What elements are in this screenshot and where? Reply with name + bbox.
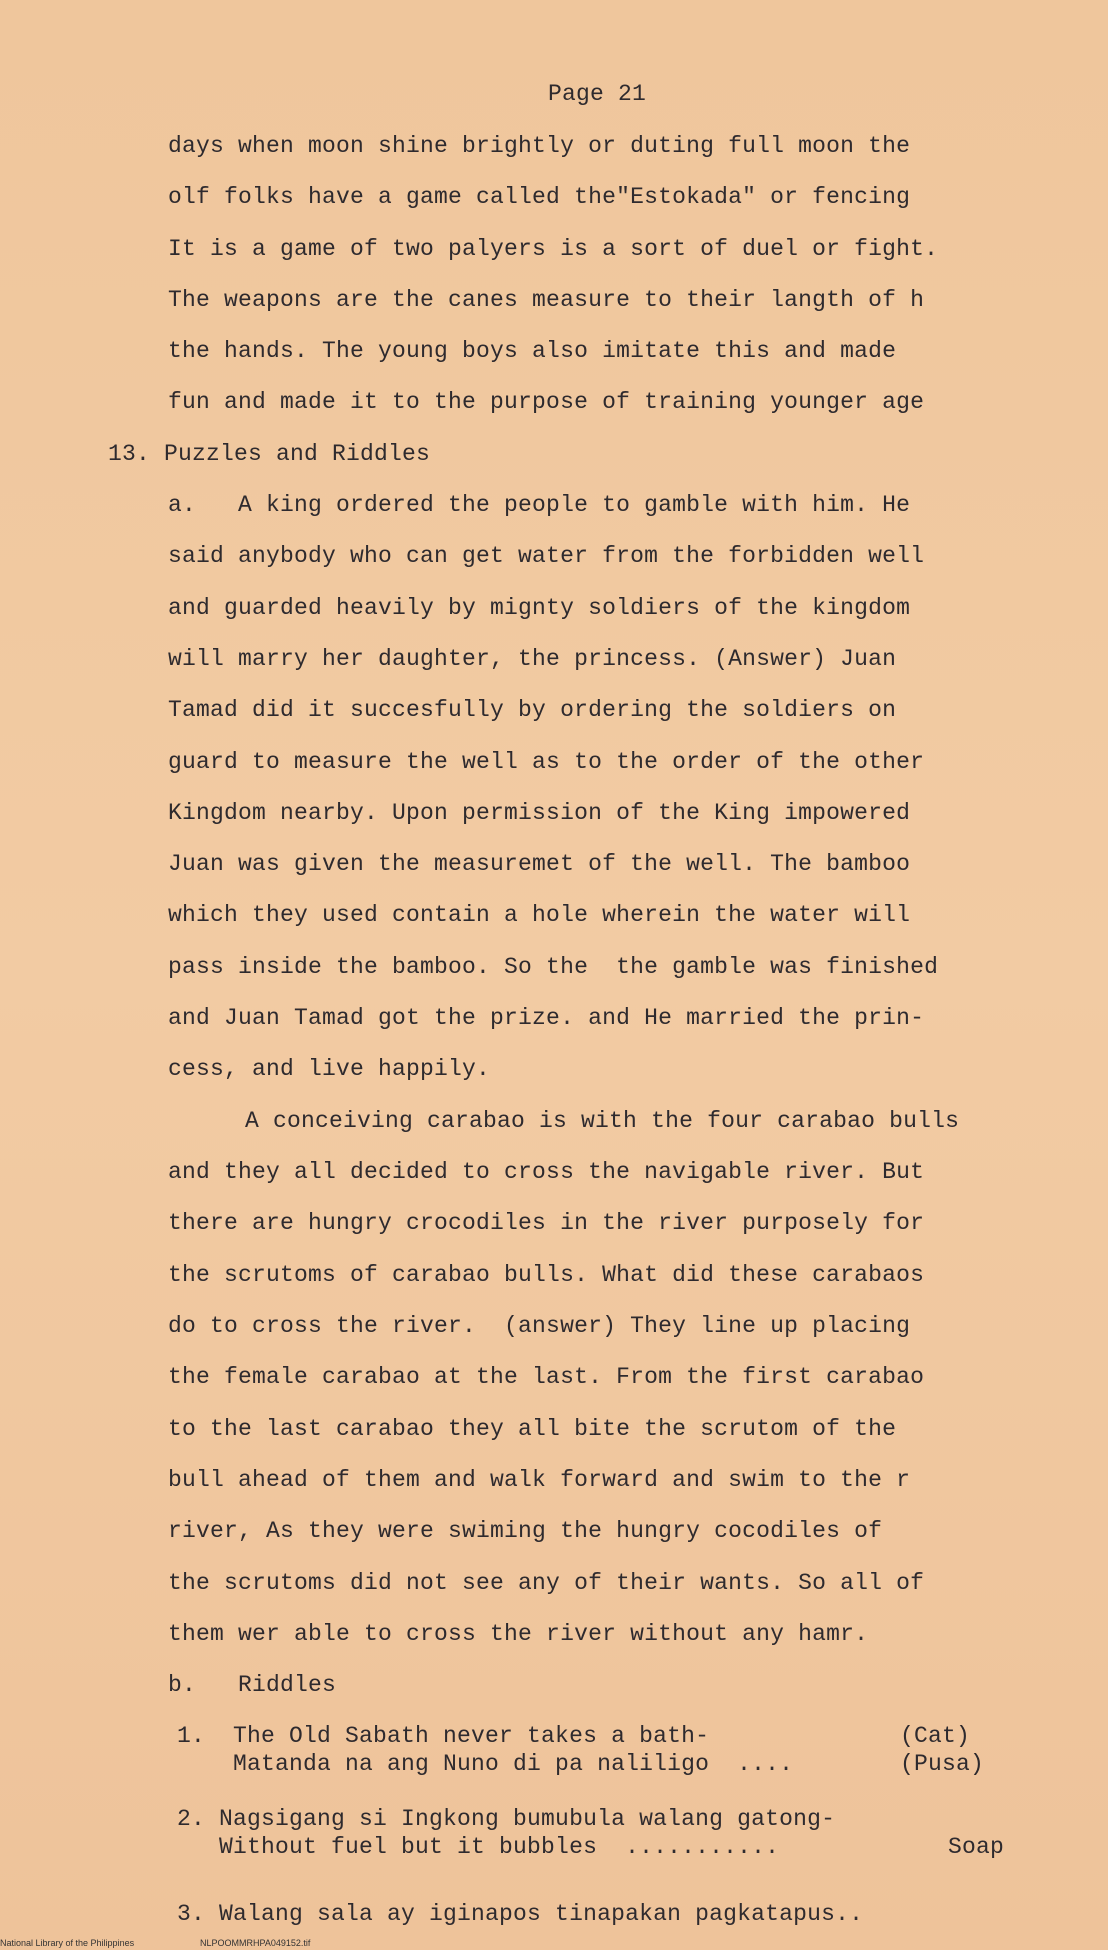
body-line-28: river, As they were swiming the hungry cocodiles of <box>168 1518 883 1544</box>
body-line-19: cess, and live happily. <box>168 1056 491 1082</box>
riddle-3-line-1: 3. Walang sala ay iginapos tinapakan pagkatapus.. <box>177 1901 864 1927</box>
body-line-26: to the last carabao they all bite the scrutom of the <box>168 1416 897 1442</box>
body-line-3: It is a game of two palyers is a sort of duel or fight. <box>168 236 939 262</box>
body-line-9: said anybody who can get water from the forbidden well <box>168 543 925 569</box>
body-line-25: the female carabao at the last. From the first carabao <box>168 1364 925 1390</box>
body-line-1: days when moon shine brightly or duting full moon the <box>168 133 911 159</box>
body-line-27: bull ahead of them and walk forward and swim to the r <box>168 1467 911 1493</box>
footer-filename: NLPOOMMRHPA049152.tif <box>200 1938 311 1948</box>
body-line-8: a. A king ordered the people to gamble with him. He <box>168 492 911 518</box>
footer-library-label: National Library of the Philippines <box>0 1938 135 1948</box>
riddle-2-line-2: Without fuel but it bubbles ........... <box>177 1834 780 1860</box>
body-line-2: olf folks have a game called the"Estokada" or fencing <box>168 184 911 210</box>
riddle-1-line-1: 1. The Old Sabath never takes a bath- <box>177 1723 710 1749</box>
body-line-12: Tamad did it succesfully by ordering the soldiers on <box>168 697 897 723</box>
body-line-18: and Juan Tamad got the prize. and He married the prin- <box>168 1005 925 1031</box>
body-line-17: pass inside the bamboo. So the the gamble was finished <box>168 954 939 980</box>
body-line-4: The weapons are the canes measure to their langth of h <box>168 287 925 313</box>
riddle-2-answer-2: Soap <box>948 1834 1005 1860</box>
body-line-5: the hands. The young boys also imitate this and made <box>168 338 897 364</box>
body-line-16: which they used contain a hole wherein the water will <box>168 902 911 928</box>
body-line-21: and they all decided to cross the navigable river. But <box>168 1159 925 1185</box>
body-line-23: the scrutoms of carabao bulls. What did these carabaos <box>168 1262 925 1288</box>
body-line-20: A conceiving carabao is with the four carabao bulls <box>245 1108 960 1134</box>
body-line-6: fun and made it to the purpose of training younger age <box>168 389 925 415</box>
body-line-13: guard to measure the well as to the order of the other <box>168 749 925 775</box>
subsection-riddles: b. Riddles <box>168 1672 337 1698</box>
section-heading-13: 13. Puzzles and Riddles <box>108 441 431 467</box>
body-line-14: Kingdom nearby. Upon permission of the King impowered <box>168 800 911 826</box>
riddle-2-line-1: 2. Nagsigang si Ingkong bumubula walang gatong- <box>177 1806 836 1832</box>
body-line-30: them wer able to cross the river without any hamr. <box>168 1621 869 1647</box>
body-line-10: and guarded heavily by mignty soldiers of the kingdom <box>168 595 911 621</box>
riddle-1-answer-2: (Pusa) <box>900 1751 985 1777</box>
body-line-11: will marry her daughter, the princess. (Answer) Juan <box>168 646 897 672</box>
riddle-1-line-2: Matanda na ang Nuno di pa naliligo .... <box>177 1751 794 1777</box>
riddle-1-answer-1: (Cat) <box>900 1723 971 1749</box>
body-line-29: the scrutoms did not see any of their wants. So all of <box>168 1570 925 1596</box>
body-line-24: do to cross the river. (answer) They line up placing <box>168 1313 911 1339</box>
page-header: Page 21 <box>548 81 647 107</box>
body-line-15: Juan was given the measuremet of the well. The bamboo <box>168 851 911 877</box>
body-line-22: there are hungry crocodiles in the river purposely for <box>168 1210 925 1236</box>
